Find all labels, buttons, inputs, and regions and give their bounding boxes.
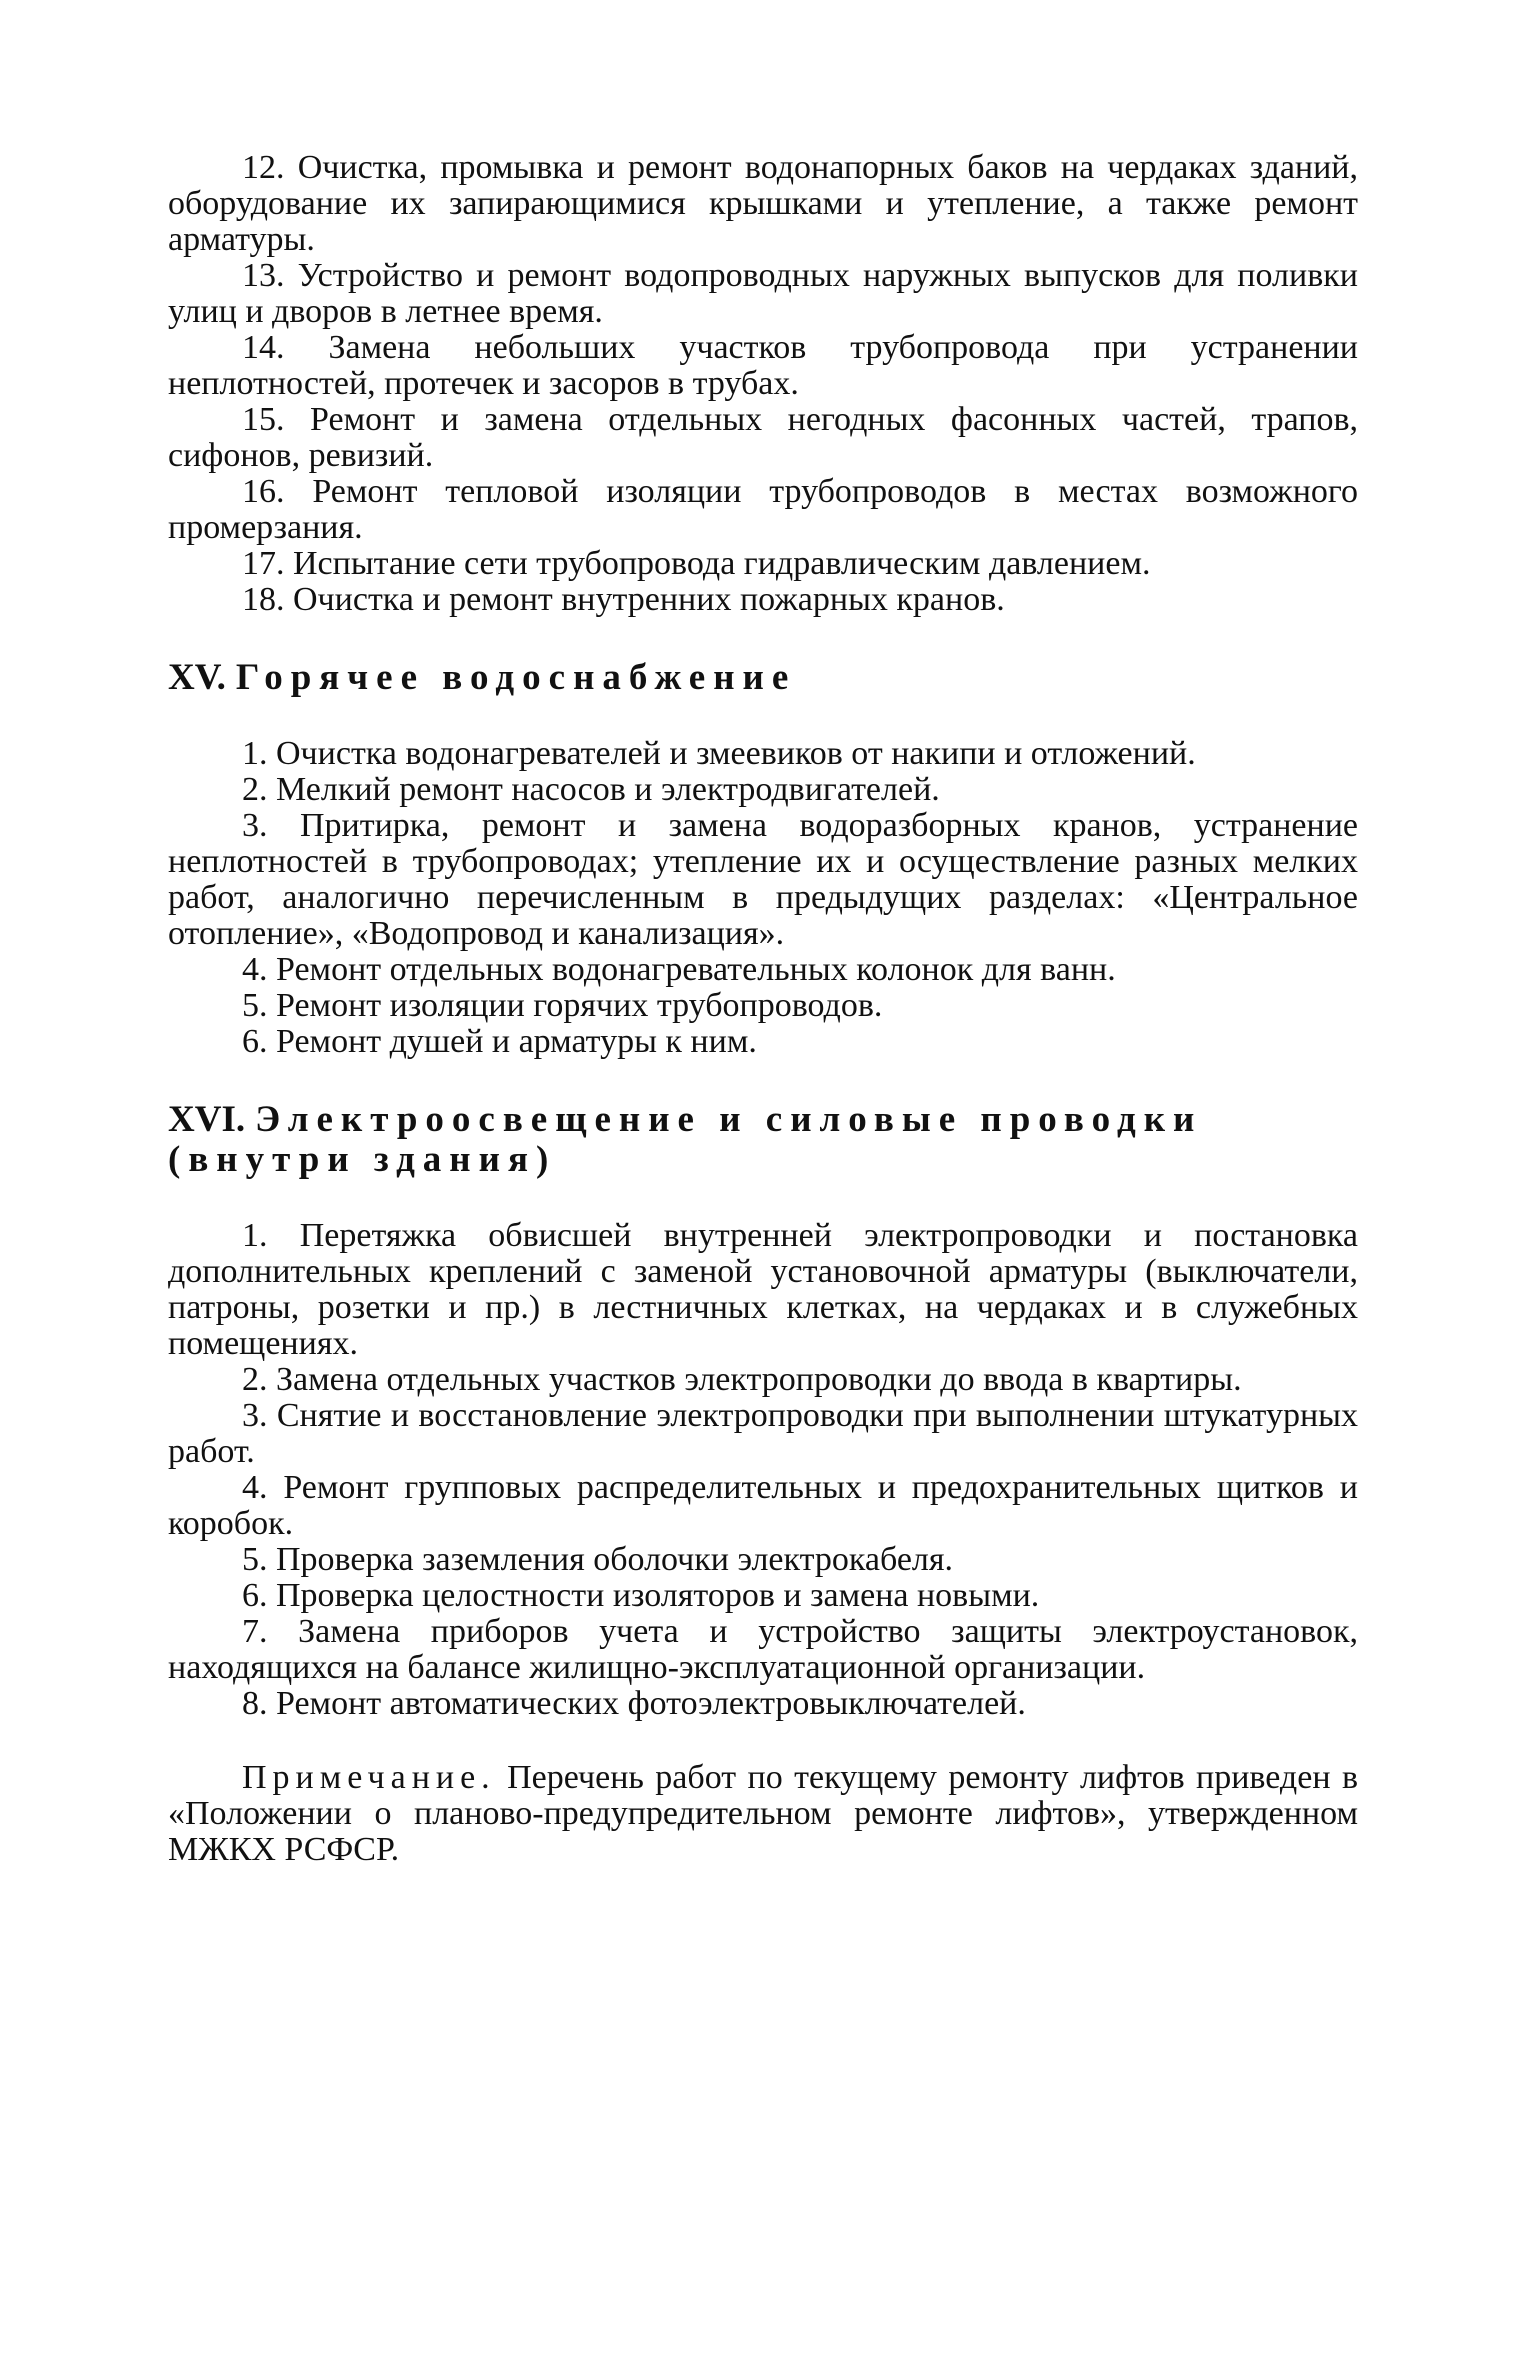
list-item: 12. Очистка, промывка и ремонт водонапорных баков на чердаках зданий, оборудование их запирающимися крышками и утепление, а также ремонт арматуры. [168,149,1358,258]
section-15 [168,658,1358,1060]
list-item: 6. Проверка целостности изоляторов и замена новыми. [242,1577,1040,1614]
section-16 [168,1100,1358,1722]
list-item: 1. Перетяжка обвисшей внутренней электропроводки и постановка дополнительных креплений с заменой установочной арматуры (выключатели, патроны, розетки и пр.) в лестничных клетках, на чердаках и в служебных помещениях. [168,1217,1358,1362]
list-item: 18. Очистка и ремонт внутренних пожарных кранов. [242,581,1005,618]
section-heading [168,1100,1358,1180]
list-item: 5. Ремонт изоляции горячих трубопроводов. [242,987,883,1024]
list-item: 6. Ремонт душей и арматуры к ним. [242,1023,757,1060]
document-page [168,150,1358,1902]
section-title-text: Горячее водоснабжение [235,657,797,698]
list-item: 4. Ремонт отдельных водонагревательных колонок для ванн. [242,951,1116,988]
list-item: 15. Ремонт и замена отдельных негодных фасонных частей, трапов, сифонов, ревизий. [168,401,1358,474]
list-item: 1. Очистка водонагревателей и змеевиков от накипи и отложений. [242,735,1196,772]
note-label: Примечание. [242,1759,496,1796]
note-text: Перечень работ по текущему ремонту лифтов приведен в «Положении о планово-предупредительном ремонте лифтов», утвержденном МЖКХ РСФСР. [168,1759,1358,1868]
list-item: 17. Испытание сети трубопровода гидравлическим давлением. [242,545,1151,582]
section-heading [168,658,1358,698]
list-item: 13. Устройство и ремонт водопроводных наружных выпусков для поливки улиц и дворов в летнее время. [168,257,1358,330]
section-number: XV. [168,657,226,698]
list-item: 7. Замена приборов учета и устройство защиты электроустановок, находящихся на балансе жилищно-эксплуатационной организации. [168,1613,1358,1686]
list-item: 3. Притирка, ремонт и замена водоразборных кранов, устранение неплотностей в трубопроводах; утепление их и осуществление разных мелких работ, аналогично перечисленным в предыдущих разделах: «Центральное отопление», «Водопровод и канализация». [168,807,1358,952]
section-title-text: Электроосвещение и силовые проводки (внутри здания) [168,1099,1203,1180]
section-14-continuation [168,150,1358,618]
note [168,1760,1358,1868]
list-item: 5. Проверка заземления оболочки электрокабеля. [242,1541,954,1578]
list-item: 2. Мелкий ремонт насосов и электродвигателей. [242,771,940,808]
list-item: 2. Замена отдельных участков электропроводки до ввода в квартиры. [242,1361,1242,1398]
list-item: 14. Замена небольших участков трубопровода при устранении неплотностей, протечек и засоров в трубах. [168,329,1358,402]
list-item: 4. Ремонт групповых распределительных и предохранительных щитков и коробок. [168,1469,1358,1542]
section-number: XVI. [168,1099,246,1140]
list-item: 3. Снятие и восстановление электропроводки при выполнении штукатурных работ. [168,1397,1358,1470]
list-item: 8. Ремонт автоматических фотоэлектровыключателей. [242,1685,1026,1722]
list-item: 16. Ремонт тепловой изоляции трубопроводов в местах возможного промерзания. [168,473,1358,546]
